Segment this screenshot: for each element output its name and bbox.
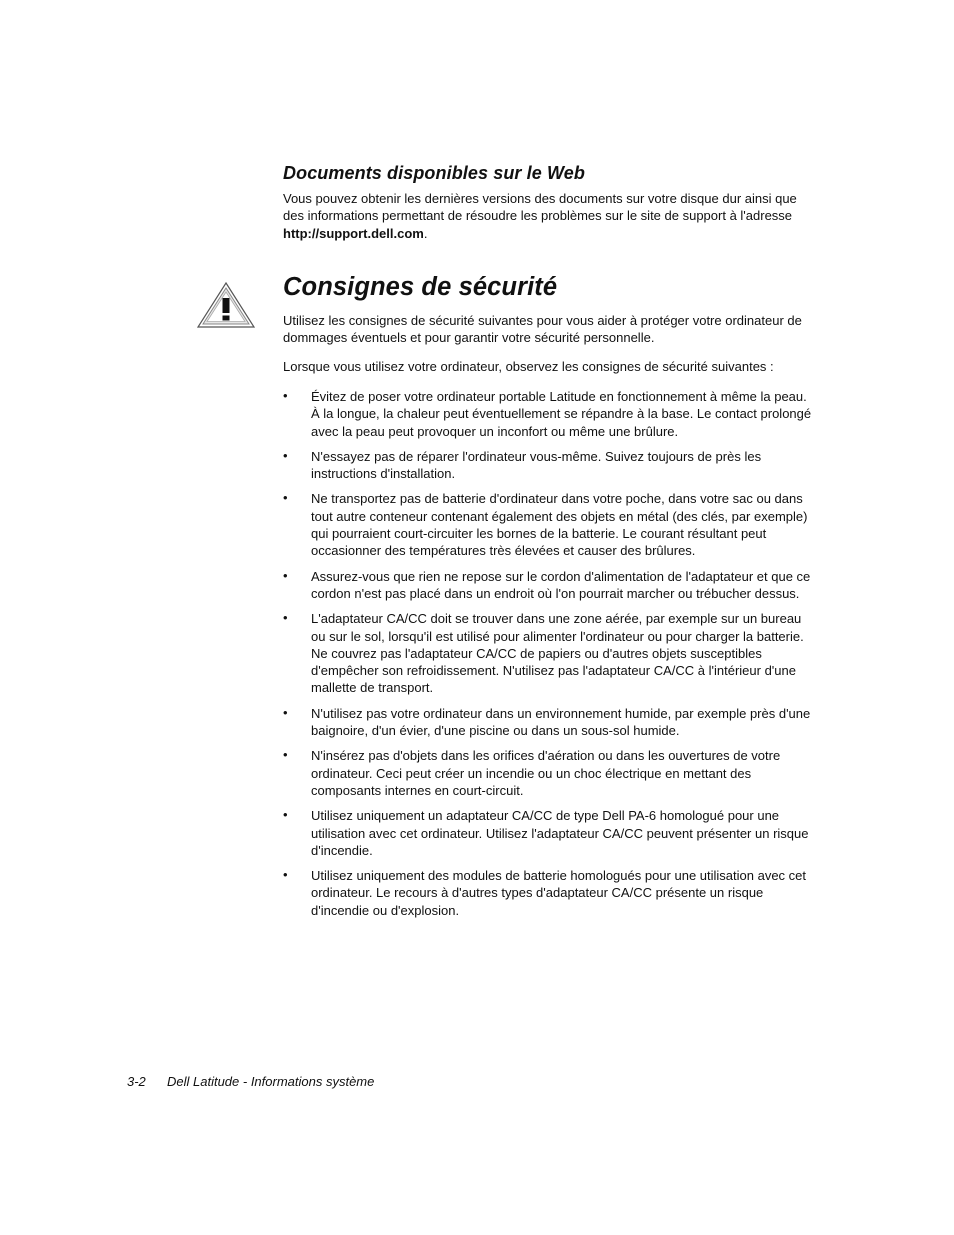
bullet-icon: • xyxy=(283,567,288,583)
list-item xyxy=(283,448,818,483)
page-footer xyxy=(127,1074,374,1089)
bullet-icon: • xyxy=(283,704,288,720)
list-item xyxy=(283,867,818,919)
list-item-text: Évitez de poser votre ordinateur portable Latitude en fonctionnement à même la peau. À la longue, la chaleur peut éventuellement se répandre à la base. Le contact prolongé avec la peau peut provoquer un inconfort ou même une brûlure. xyxy=(311,389,812,439)
warning-triangle-icon xyxy=(196,281,256,329)
bullet-icon: • xyxy=(283,807,288,823)
list-item-text: Utilisez uniquement un adaptateur CA/CC de type Dell PA-6 homologué pour une utilisation avec cet ordinateur. Utilisez l'adaptateur CA/CC peuvent présenter un risque d'incendie. xyxy=(311,808,809,858)
safety-lead: Lorsque vous utilisez votre ordinateur, observez les consignes de sécurité suivantes : xyxy=(283,359,774,374)
bullet-icon: • xyxy=(283,447,288,463)
list-item-text: Ne transportez pas de batterie d'ordinateur dans votre poche, dans votre sac ou dans tout autre conteneur contenant également des objets en métal (des clés, par exemple) qui pourraient court-circuiter les bornes de la batterie. Le courant résultant peut occasionner des températures très élevées et causer des brûlures. xyxy=(311,491,808,559)
list-item xyxy=(283,610,818,696)
bullet-icon: • xyxy=(283,490,288,506)
list-item xyxy=(283,705,818,740)
web-section-period: . xyxy=(423,225,428,241)
safety-section-title: Consignes de sécurité xyxy=(283,273,558,301)
list-item xyxy=(283,807,818,859)
bullet-icon: • xyxy=(283,388,288,403)
web-section-text: Vous pouvez obtenir les dernières versions des documents sur votre disque dur ainsi que des informations permettant de résoudre les problèmes sur le site de support à l'adresse xyxy=(283,191,797,224)
footer-title: Dell Latitude - Informations système xyxy=(167,1074,375,1089)
web-section-paragraph xyxy=(283,190,818,242)
list-item-text: N'essayez pas de réparer l'ordinateur vous-même. Suivez toujours de près les instructions d'installation. xyxy=(311,448,762,482)
list-item-text: Utilisez uniquement des modules de batterie homologués pour une utilisation avec cet ordinateur. Le recours à d'autres types d'adaptateur CA/CC présente un risque d'incendie ou d'explosion. xyxy=(311,868,807,918)
list-item xyxy=(283,490,818,559)
list-item-text: N'utilisez pas votre ordinateur dans un environnement humide, par exemple près d'une baignoire, d'un évier, d'une piscine ou dans un sous-sol humide. xyxy=(311,705,811,739)
safety-list xyxy=(283,388,818,927)
list-item xyxy=(283,568,818,603)
safety-intro: Utilisez les consignes de sécurité suivantes pour vous aider à protéger votre ordinateur de dommages éventuels et pour garantir votre sécurité personnelle. xyxy=(283,313,802,346)
list-item-text: L'adaptateur CA/CC doit se trouver dans une zone aérée, par exemple sur un bureau ou sur le sol, lorsqu'il est utilisé pour alimenter l'ordinateur ou pour charger la batterie. Ne couvrez pas l'adaptateur CA/CC de papiers ou d'autres objets susceptibles d'empêcher son refroidissement. N'utilisez pas l'adaptateur CA/CC à l'intérieur d'une mallette de transport. xyxy=(311,611,804,696)
bullet-icon: • xyxy=(283,747,288,763)
bullet-icon: • xyxy=(283,867,288,883)
list-item-text: N'insérez pas d'objets dans les orifices d'aération ou dans les ouvertures de votre ordinateur. Ceci peut créer un incendie ou un choc électrique en mettant des composants internes en court-circuit. xyxy=(311,748,781,798)
support-link[interactable]: http://support.dell.com xyxy=(283,225,424,241)
list-item-text: Assurez-vous que rien ne repose sur le cordon d'alimentation de l'adaptateur et que ce cordon n'est pas placé dans un endroit où l'on pourrait marcher ou trébucher dessus. xyxy=(311,568,811,601)
list-item xyxy=(283,388,818,440)
bullet-icon: • xyxy=(283,610,288,626)
page-number: 3-2 xyxy=(127,1074,146,1089)
list-item xyxy=(283,747,818,799)
web-section-title: Documents disponibles sur le Web xyxy=(283,163,585,183)
